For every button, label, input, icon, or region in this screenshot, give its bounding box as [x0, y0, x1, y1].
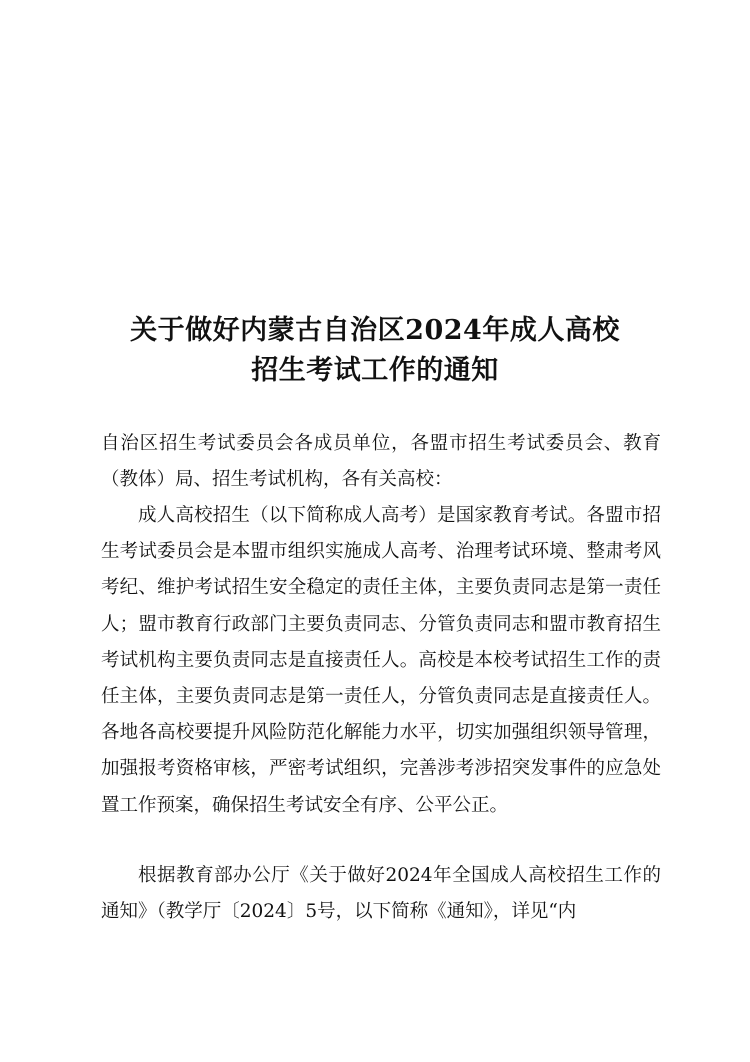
document-title-line-1: 关于做好内蒙古自治区2024年成人高校 — [130, 315, 620, 346]
document-title-line-2: 招生考试工作的通知 — [251, 355, 499, 386]
salutation: 自治区招生考试委员会各成员单位，各盟市招生考试委员会、教育（教体）局、招生考试机构，各有关高校： — [101, 433, 661, 491]
body-paragraph-2: 根据教育部办公厅《关于做好2024年全国成人高校招生工作的通知》（教学厅〔2024〕5号，以下简称《通知》，详见“内 — [101, 865, 661, 923]
body-paragraph-1: 成人高校招生（以下简称成人高考）是国家教育考试。各盟市招生考试委员会是本盟市组织实施成人高考、治理考试环境、整肃考风考纪、维护考试招生安全稳定的责任主体，主要负责同志是第一责任人；盟市教育行政部门主要负责同志、分管负责同志和盟市教育招生考试机构主要负责同志是直接责任人。高校是本校考试招生工作的责任主体，主要负责同志是第一责任人，分管负责同志是直接责任人。各地各高校要提升风险防范化解能力水平，切实加强组织领导管理，加强报考资格审核，严密考试组织，完善涉考涉招突发事件的应急处置工作预案，确保招生考试安全有序、公平公正。 — [101, 505, 661, 816]
